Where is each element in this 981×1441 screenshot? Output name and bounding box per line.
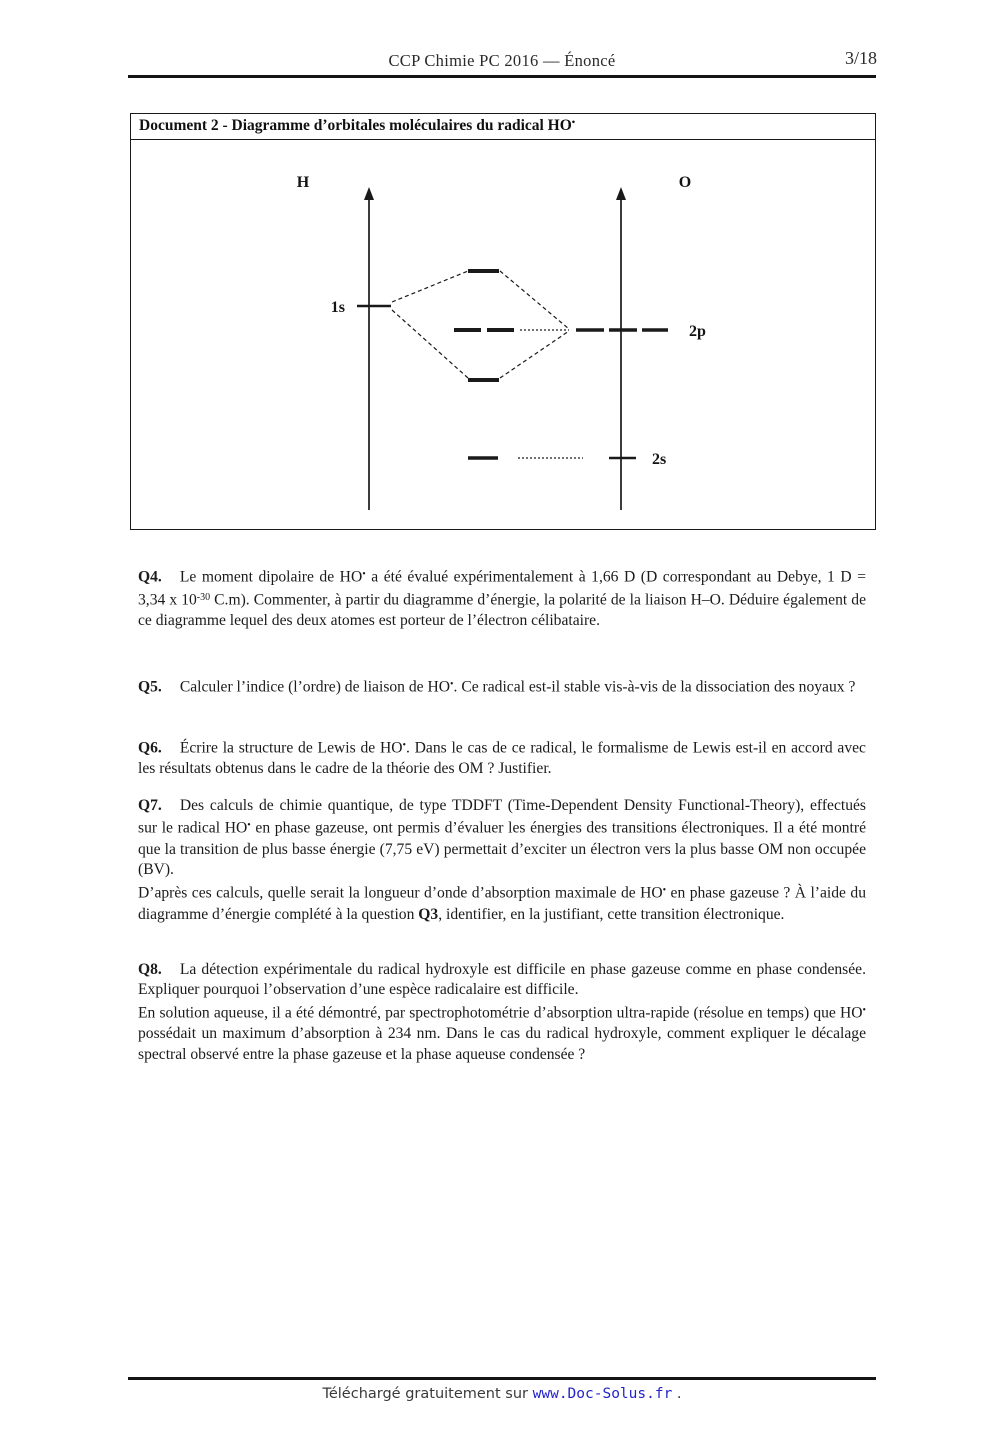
atom-label-o: O bbox=[678, 174, 692, 191]
page-header-title: CCP Chimie PC 2016 — Énoncé bbox=[388, 51, 616, 70]
text-segment: • bbox=[402, 739, 406, 751]
text-segment: Des calculs de chimie quantique, de type TDDFT (Time-Dependent Density Functional-Theory), effectués sur le radical HO bbox=[138, 796, 866, 837]
text-segment: . Ce radical est-il stable vis-à-vis de la dissociation des noyaux ? bbox=[453, 678, 856, 696]
text-segment: La détection expérimentale du radical hydroxyle est difficile en phase gazeuse comme en phase condensée. Expliquer pourquoi l’observation d’une espèce radicalaire est difficile. bbox=[138, 960, 866, 999]
doc-solus-link[interactable]: www.Doc-Solus.fr bbox=[532, 1386, 673, 1402]
question-q7 bbox=[138, 796, 866, 926]
footer bbox=[128, 1386, 876, 1402]
text-segment: Q5. bbox=[138, 678, 162, 696]
mo-diagram bbox=[131, 140, 874, 528]
h-axis-arrowhead-icon bbox=[364, 187, 374, 200]
footer-suffix: . bbox=[672, 1386, 682, 1402]
text-segment: , identifier, en la justifiant, cette transition électronique. bbox=[438, 905, 785, 923]
connector-1s-bonding bbox=[392, 310, 468, 378]
connector-bonding-2p bbox=[500, 331, 569, 378]
text-segment: Q6. bbox=[138, 739, 162, 757]
text-segment: possédait un maximum d’absorption à 234 nm. Dans le cas du radical hydroxyle, comment expliquer le décalage spectral observé entre la phase gazeuse et la phase aqueuse condensée ? bbox=[138, 1025, 866, 1064]
text-segment: Calculer l’indice (l’ordre) de liaison de HO bbox=[179, 678, 451, 696]
connector-antibonding-2p bbox=[500, 271, 569, 329]
mo-diagram-svg bbox=[131, 140, 874, 528]
text-segment: en phase gazeuse, ont permis d’évaluer les énergies des transitions électroniques. Il a été montré que la transition de plus basse énergie (7,75 eV) permettait d’exciter un électron vers la plus basse OM non occupée (BV). bbox=[138, 819, 866, 879]
text-segment: • bbox=[450, 678, 454, 690]
text-segment: Q8. bbox=[138, 960, 162, 978]
o-axis-arrowhead-icon bbox=[616, 187, 626, 200]
text-segment: -30 bbox=[196, 591, 211, 603]
radical-dot: • bbox=[571, 117, 576, 129]
text-segment: C.m). Commenter, à partir du diagramme d’énergie, la polarité de la liaison H–O. Déduire également de ce diagramme lequel des deux atomes est porteur de l’électron célibataire. bbox=[138, 591, 866, 630]
document-2-title-text: Document 2 - Diagramme d’orbitales moléculaires du radical HO bbox=[139, 117, 572, 134]
question-q6 bbox=[138, 736, 866, 780]
document-2-title bbox=[131, 114, 875, 140]
text-segment: D’après ces calculs, quelle serait la longueur d’onde d’absorption maximale de HO bbox=[138, 884, 663, 902]
text-segment: • bbox=[862, 1005, 866, 1017]
connector-1s-antibonding bbox=[392, 271, 468, 302]
text-segment: • bbox=[247, 820, 251, 832]
text-segment: Écrire la structure de Lewis de HO bbox=[179, 739, 403, 757]
atom-label-h: H bbox=[296, 174, 310, 191]
text-segment: • bbox=[662, 885, 667, 897]
page-number: 3/18 bbox=[844, 48, 877, 68]
text-segment: • bbox=[362, 568, 366, 580]
question-q5 bbox=[138, 675, 866, 698]
footer-rule bbox=[128, 1377, 876, 1380]
question-q8 bbox=[138, 960, 866, 1066]
text-segment: a été évalué expérimentalement à 1,66 D (D correspondant au Debye, 1 D = 3,34 x 10 bbox=[138, 568, 866, 609]
text-segment: en phase gazeuse ? À l’aide du diagramme d’énergie complété à la question bbox=[138, 884, 866, 923]
text-segment: Le moment dipolaire de HO bbox=[179, 568, 363, 586]
text-segment: . Dans le cas de ce radical, le formalisme de Lewis est-il en accord avec les résultats obtenus dans le cadre de la théorie des OM ? Justifier. bbox=[138, 739, 866, 777]
footer-prefix: Téléchargé gratuitement sur bbox=[322, 1386, 533, 1402]
document-2-box bbox=[130, 113, 876, 530]
text-segment: Q7. bbox=[138, 796, 162, 814]
label-1s: 1s bbox=[330, 299, 345, 316]
header-rule bbox=[128, 75, 876, 78]
label-2s: 2s bbox=[652, 451, 667, 468]
text-segment: Q3 bbox=[418, 905, 439, 923]
label-2p: 2p bbox=[689, 323, 706, 340]
text-segment: En solution aqueuse, il a été démontré, par spectrophotométrie d’absorption ultra-rapide (résolue en temps) que HO bbox=[138, 1004, 863, 1022]
text-segment: Q4. bbox=[138, 568, 162, 586]
question-q4 bbox=[138, 565, 866, 632]
